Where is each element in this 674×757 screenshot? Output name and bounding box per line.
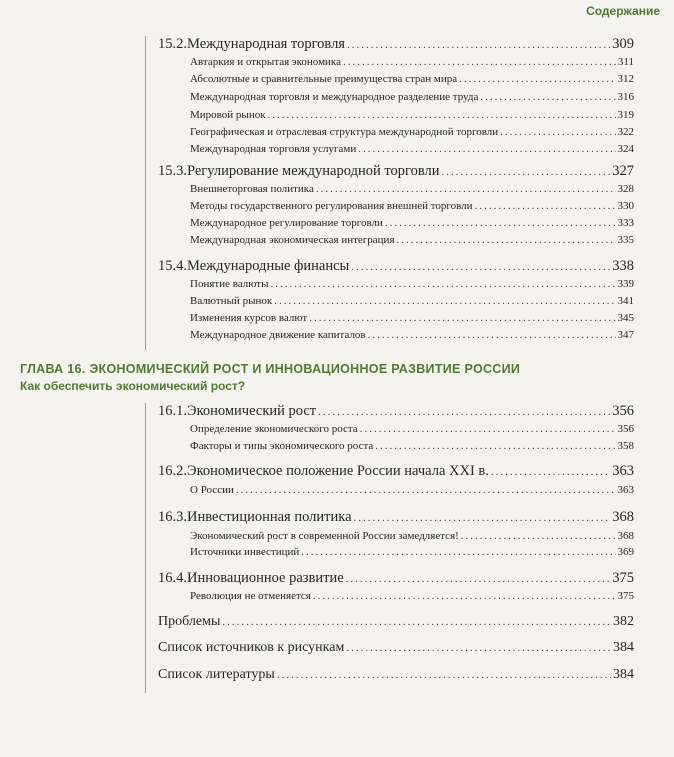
toc-section-16-4[interactable]	[158, 570, 634, 587]
toc-section-16-1[interactable]	[158, 403, 634, 420]
page-number: 368	[612, 509, 634, 525]
toc-item[interactable]: Географическая и отраслевая структура международной торговли ..... 322	[190, 126, 634, 138]
page-number: 327	[612, 163, 634, 179]
toc-item[interactable]: Факторы и типы экономического роста ..... 358	[190, 440, 634, 452]
section-number: 16.3.	[158, 509, 187, 525]
toc-item[interactable]: Экономический рост в современной России замедляется! ..... 368	[190, 530, 634, 542]
toc-section-16-3[interactable]	[158, 509, 634, 526]
page-number: 356	[612, 403, 634, 419]
toc-item[interactable]: Абсолютные и сравнительные преимущества стран мира ..... 312	[190, 73, 634, 85]
toc-item[interactable]: Определение экономического роста ..... 356	[190, 423, 634, 435]
toc-item[interactable]: Международная экономическая интеграция ..... 335	[190, 234, 634, 246]
toc-item[interactable]: Автаркия и открытая экономика ..... 311	[190, 56, 634, 68]
running-header: Содержание	[586, 4, 660, 18]
toc-problems[interactable]: Проблемы ..... 382	[158, 614, 634, 630]
toc-item[interactable]: Международное регулирование торговли ..... 333	[190, 217, 634, 229]
toc-bibliography[interactable]: Список литературы ..... 384	[158, 667, 634, 683]
toc-item[interactable]: Революция не отменяется ..... 375	[190, 590, 634, 602]
toc-section-16-2[interactable]	[158, 463, 634, 480]
section-number: 16.2.	[158, 463, 187, 479]
section-number: 15.2.	[158, 36, 187, 52]
chapter-16-question: Как обеспечить экономический рост?	[20, 379, 246, 393]
section-title: Экономический рост	[187, 403, 317, 419]
toc-item[interactable]: Международное движение капиталов ..... 347	[190, 329, 634, 341]
toc-item[interactable]: Мировой рынок ..... 319	[190, 109, 634, 121]
toc-item[interactable]: Источники инвестиций ..... 369	[190, 546, 634, 558]
toc-item[interactable]: Понятие валюты ..... 339	[190, 278, 634, 290]
toc-item[interactable]: Изменения курсов валют ..... 345	[190, 312, 634, 324]
toc-item[interactable]: Международная торговля и международное разделение труда ..... 316	[190, 91, 634, 103]
toc-section-15-3[interactable]	[158, 163, 634, 180]
section-title: Инновационное развитие	[187, 570, 344, 586]
page-number: 309	[612, 36, 634, 52]
section-title: Экономическое положение России начала XXI в.	[187, 463, 489, 479]
chapter-15-rule	[145, 36, 146, 350]
section-number: 16.1.	[158, 403, 187, 419]
chapter-16-rule	[145, 403, 146, 693]
section-title: Регулирование международной торговли	[187, 163, 440, 179]
page-number: 338	[612, 258, 634, 274]
toc-item[interactable]: Валютный рынок ..... 341	[190, 295, 634, 307]
toc-section-15-2[interactable]	[158, 36, 634, 53]
section-number: 15.4.	[158, 258, 187, 274]
toc-item[interactable]: О России ..... 363	[190, 484, 634, 496]
toc-item[interactable]: Внешнеторговая политика ..... 328	[190, 183, 634, 195]
section-number: 16.4.	[158, 570, 187, 586]
toc-item[interactable]: Международная торговля услугами ..... 324	[190, 143, 634, 155]
section-number: 15.3.	[158, 163, 187, 179]
section-title: Инвестиционная политика	[187, 509, 352, 525]
toc-figure-sources[interactable]: Список источников к рисункам ..... 384	[158, 640, 634, 656]
chapter-16-title: ГЛАВА 16. ЭКОНОМИЧЕСКИЙ РОСТ И ИННОВАЦИОННОЕ РАЗВИТИЕ РОССИИ	[20, 362, 521, 376]
section-title: Международная торговля	[187, 36, 345, 52]
page-number: 363	[612, 463, 634, 479]
page-number: 375	[612, 570, 634, 586]
toc-item[interactable]: Методы государственного регулирования внешней торговли ..... 330	[190, 200, 634, 212]
section-title: Международные финансы	[187, 258, 350, 274]
toc-section-15-4[interactable]	[158, 258, 634, 275]
